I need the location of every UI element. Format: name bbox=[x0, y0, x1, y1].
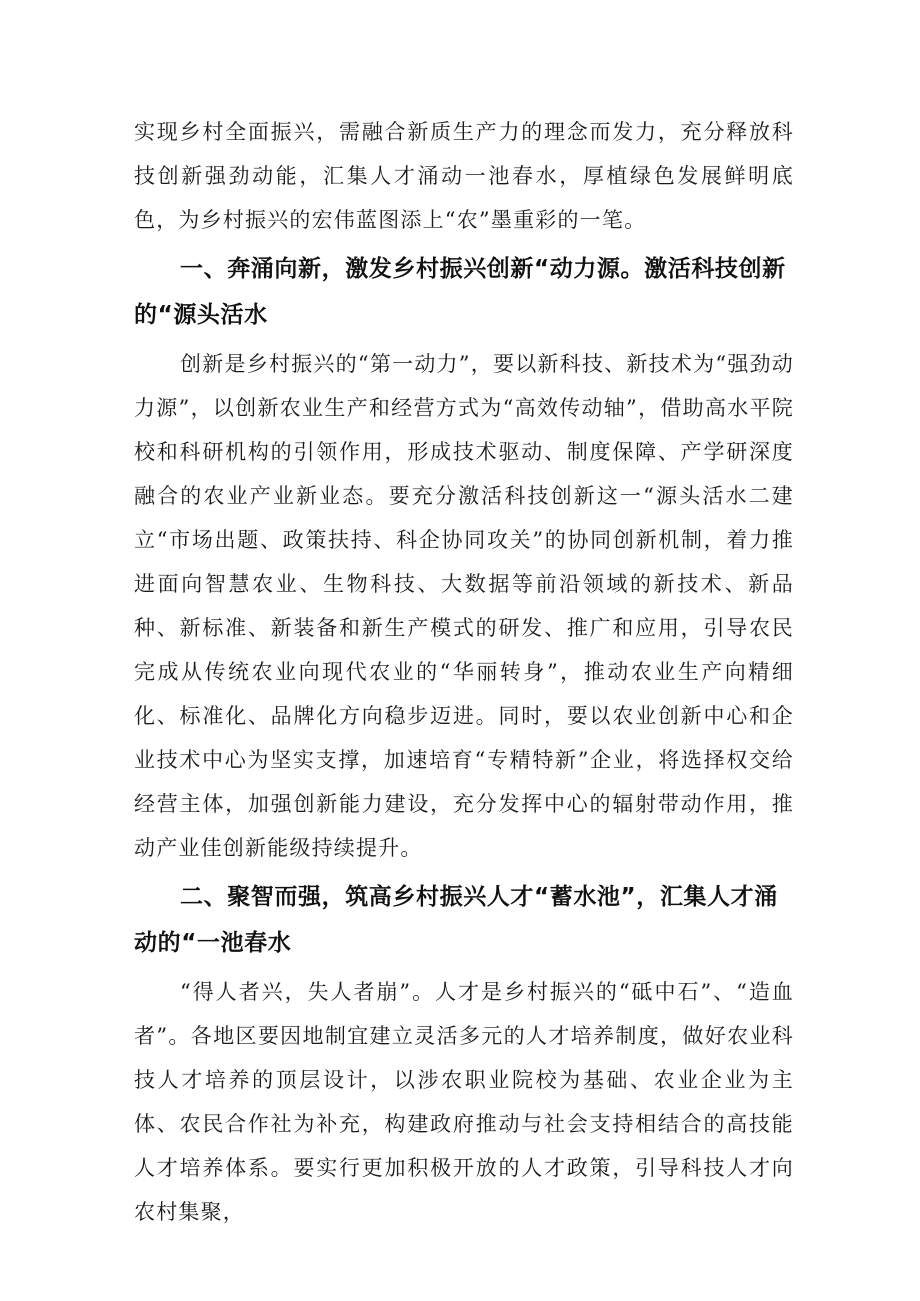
section-2-paragraph: “得人者兴，失人者崩”。人才是乡村振兴的“砥中石”、“造血者”。各地区要因地制宜建立灵活多元的人才培养制度，做好农业科技人才培养的顶层设计，以涉农职业院校为基础、农业企业为主体、农民合作社为补充，构建政府推动与社会支持相结合的高技能人才培养体系。要实行更加积极开放的人才政策，引导科技人才向农村集聚， bbox=[134, 980, 794, 1224]
section-2-heading: 二、聚智而强，筑高乡村振兴人才“蓄水池”，汇集人才涌动的“一池春水 bbox=[134, 884, 778, 956]
section-1-paragraph: 创新是乡村振兴的“第一动力”，要以新科技、新技术为“强劲动力源”，以创新农业生产和经营方式为“高效传动轴”，借助高水平院校和科研机构的引领作用，形成技术驱动、制度保障、产学研深度融合的农业产业新业态。要充分激活科技创新这一“源头活水二建立“市场出题、政策扶持、科企协同攻关”的协同创新机制，着力推进面向智慧农业、生物科技、大数据等前沿领域的新技术、新品种、新标准、新装备和新生产模式的研发、推广和应用，引导农民完成从传统农业向现代农业的“华丽转身”，推动农业生产向精细化、标准化、品牌化方向稳步迈进。同时，要以农业创新中心和企业技术中心为坚实支撑，加速培育“专精特新”企业，将选择权交给经营主体，加强创新能力建设，充分发挥中心的辐射带动作用，推动产业佳创新能级持续提升。 bbox=[134, 352, 794, 860]
intro-paragraph: 实现乡村全面振兴，需融合新质生产力的理念而发力，充分释放科技创新强劲动能，汇集人才涌动一池春水，厚植绿色发展鲜明底色，为乡村振兴的宏伟蓝图添上“农”墨重彩的一笔。 bbox=[134, 120, 794, 232]
section-1-heading: 一、奔涌向新，激发乡村振兴创新“动力源。激活科技创新的“源头活水 bbox=[134, 256, 786, 328]
document-body bbox=[134, 110, 794, 1234]
